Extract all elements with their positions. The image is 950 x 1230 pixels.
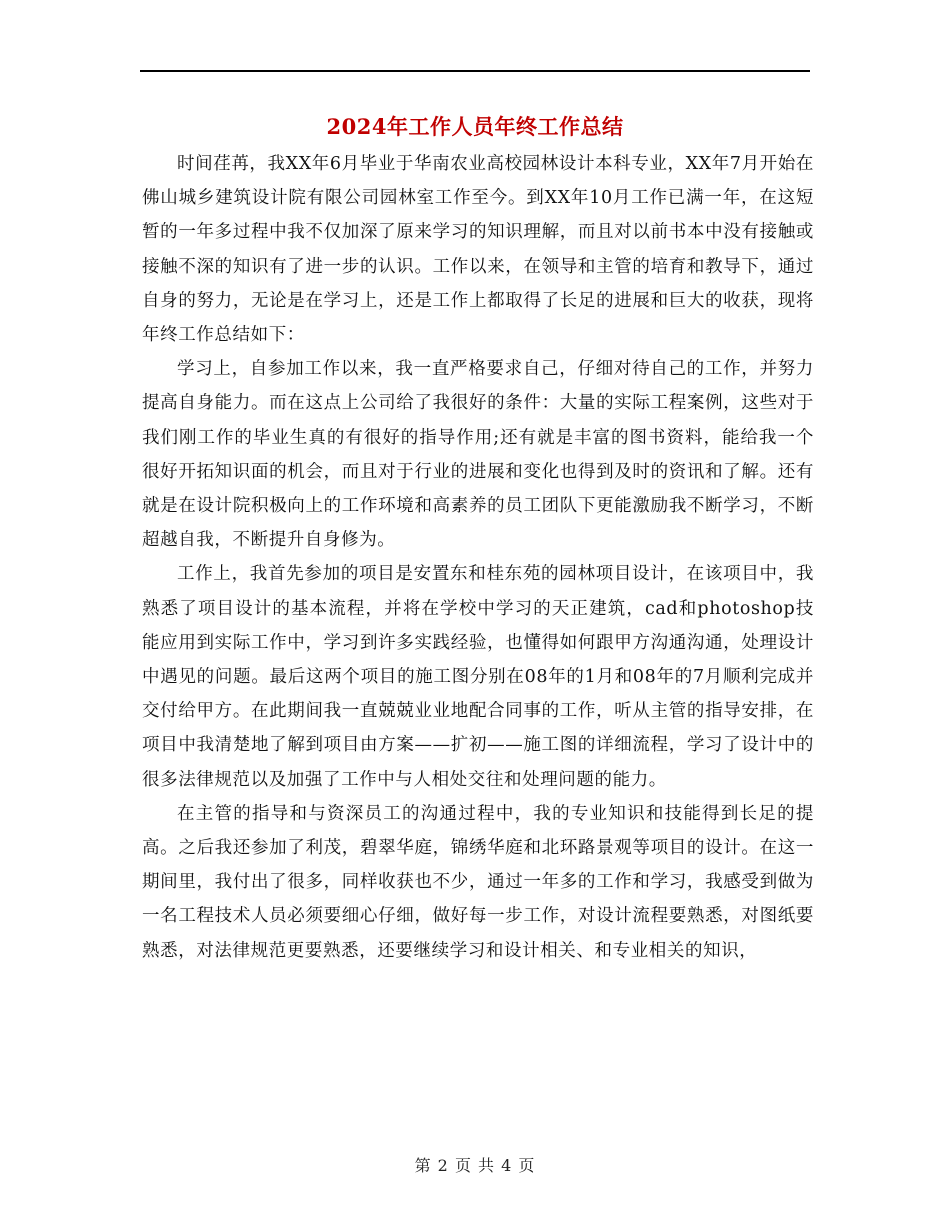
document-body — [142, 147, 814, 968]
paragraph-work: 工作上，我首先参加的项目是安置东和桂东苑的园林项目设计，在该项目中，我熟悉了项目设计的基本流程，并将在学校中学习的天正建筑，cad和photoshop技能应用到实际工作中，学习到许多实践经验，也懂得如何跟甲方沟通沟通，处理设计中遇见的问题。最后这两个项目的施工图分别在08年的1月和08年的7月顺利完成并交付给甲方。在此期间我一直兢兢业业地配合同事的工作，听从主管的指导安排，在项目中我清楚地了解到项目由方案——扩初——施工图的详细流程，学习了设计中的很多法律规范以及加强了工作中与人相处交往和处理问题的能力。 — [142, 564, 814, 790]
paragraph-study: 学习上，自参加工作以来，我一直严格要求自己，仔细对待自己的工作，并努力提高自身能力。而在这点上公司给了我很好的条件：大量的实际工程案例，这些对于我们刚工作的毕业生真的有很好的指导作用;还有就是丰富的图书资料，能给我一个很好开拓知识面的机会，而且对于行业的进展和变化也得到及时的资讯和了解。还有就是在设计院积极向上的工作环境和高素养的员工团队下更能激励我不断学习，不断超越自我，不断提升自身修为。 — [142, 359, 814, 551]
document-title: 2024年工作人员年终工作总结 — [326, 114, 624, 139]
paragraph-growth: 在主管的指导和与资深员工的沟通过程中，我的专业知识和技能得到长足的提高。之后我还参加了利茂，碧翠华庭，锦绣华庭和北环路景观等项目的设计。在这一期间里，我付出了很多，同样收获也不少，通过一年多的工作和学习，我感受到做为一名工程技术人员必须要细心仔细，做好每一步工作，对设计流程要熟悉，对图纸要熟悉，对法律规范更要熟悉，还要继续学习和设计相关、和专业相关的知识， — [142, 803, 814, 961]
page-number-footer: 第 2 页 共 4 页 — [414, 1156, 536, 1175]
header-rule — [140, 70, 810, 72]
paragraph-intro: 时间荏苒，我XX年6月毕业于华南农业高校园林设计本科专业，XX年7月开始在佛山城乡建筑设计院有限公司园林室工作至今。到XX年10月工作已满一年，在这短暂的一年多过程中我不仅加深了原来学习的知识理解，而且对以前书本中没有接触或接触不深的知识有了进一步的认识。工作以来，在领导和主管的培育和教导下，通过自身的努力，无论是在学习上，还是工作上都取得了长足的进展和巨大的收获，现将年终工作总结如下： — [142, 154, 814, 346]
